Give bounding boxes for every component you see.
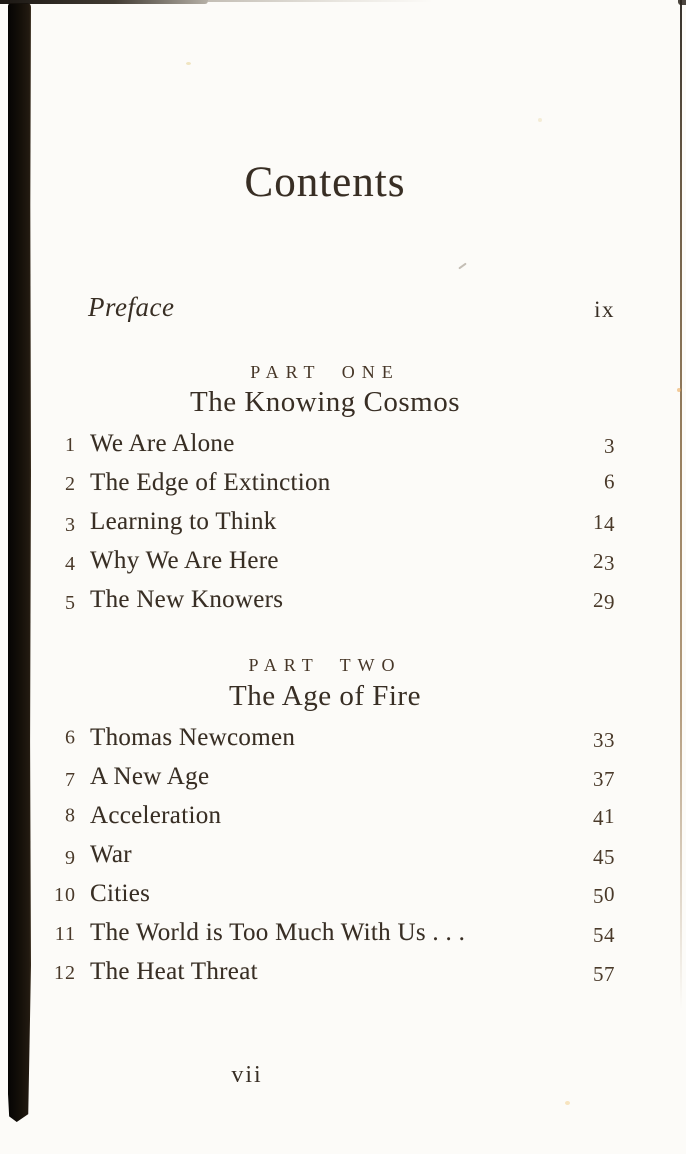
chapter-title: Acceleration [90, 802, 222, 829]
chapter-number: 12 [54, 962, 76, 984]
chapter-number: 1 [65, 434, 76, 456]
chapter-title: We Are Alone [90, 430, 235, 457]
chapter-page-number: 41 [593, 804, 615, 830]
page-title: Contents [244, 159, 406, 206]
chapter-page-number: 14 [593, 510, 615, 536]
chapter-title: The Edge of Extinction [90, 469, 331, 496]
preface-entry [35, 294, 615, 328]
chapter-title: Thomas Newcomen [90, 724, 296, 751]
scan-speck [677, 388, 681, 392]
chapter-number: 10 [54, 884, 76, 906]
chapter-number: 8 [65, 804, 76, 827]
chapter-page-number: 54 [593, 923, 615, 947]
chapter-title: Why We Are Here [90, 547, 279, 574]
toc-entry [35, 587, 615, 617]
folio-page-number: vii [231, 1062, 263, 1088]
scan-edge-tick-top-right [678, 0, 686, 5]
toc-entry [35, 509, 615, 539]
part-two-kicker: PART TWO [248, 655, 402, 675]
preface-label: Preface [88, 292, 175, 322]
toc-entry [35, 725, 615, 755]
chapter-page-number: 23 [593, 549, 615, 575]
part-one-title: The Knowing Cosmos [190, 386, 460, 418]
chapter-number: 2 [65, 473, 76, 495]
chapter-number: 9 [65, 847, 76, 869]
scan-edge-line-right [680, 0, 682, 1010]
chapter-title: Learning to Think [90, 508, 277, 535]
chapter-page-number: 29 [593, 588, 615, 614]
chapter-title: The Heat Threat [90, 958, 258, 985]
chapter-number: 4 [65, 553, 76, 575]
preface-page-number: ix [594, 297, 615, 322]
part-two-title: The Age of Fire [229, 680, 421, 712]
chapter-number: 6 [65, 726, 76, 749]
toc-entry [35, 920, 615, 950]
toc-entry [35, 764, 615, 794]
chapter-page-number: 6 [604, 469, 615, 494]
chapter-number: 7 [65, 769, 76, 791]
toc-text-block [35, 0, 615, 1154]
chapter-number: 5 [65, 592, 76, 614]
chapter-page-number: 50 [593, 882, 615, 908]
toc-entry [35, 548, 615, 578]
toc-entry [35, 803, 615, 833]
chapter-page-number: 33 [593, 728, 615, 752]
chapter-number: 3 [65, 514, 76, 536]
toc-entry [35, 470, 615, 500]
chapter-title: War [90, 841, 132, 868]
chapter-page-number: 37 [593, 767, 615, 791]
chapter-page-number: 45 [593, 845, 615, 869]
scan-edge-artifact-left-bar [8, 3, 31, 1122]
chapter-page-number: 3 [604, 434, 615, 458]
toc-entry [35, 842, 615, 872]
chapter-page-number: 57 [593, 962, 615, 986]
chapter-title: Cities [90, 880, 151, 907]
toc-entry [35, 959, 615, 989]
chapter-title: A New Age [90, 763, 210, 790]
toc-entry [35, 431, 615, 461]
part-one-kicker: PART ONE [250, 362, 400, 382]
toc-entry [35, 881, 615, 911]
chapter-number: 11 [54, 923, 76, 945]
chapter-title: The New Knowers [90, 586, 284, 613]
chapter-title: The World is Too Much With Us . . . [90, 919, 466, 946]
